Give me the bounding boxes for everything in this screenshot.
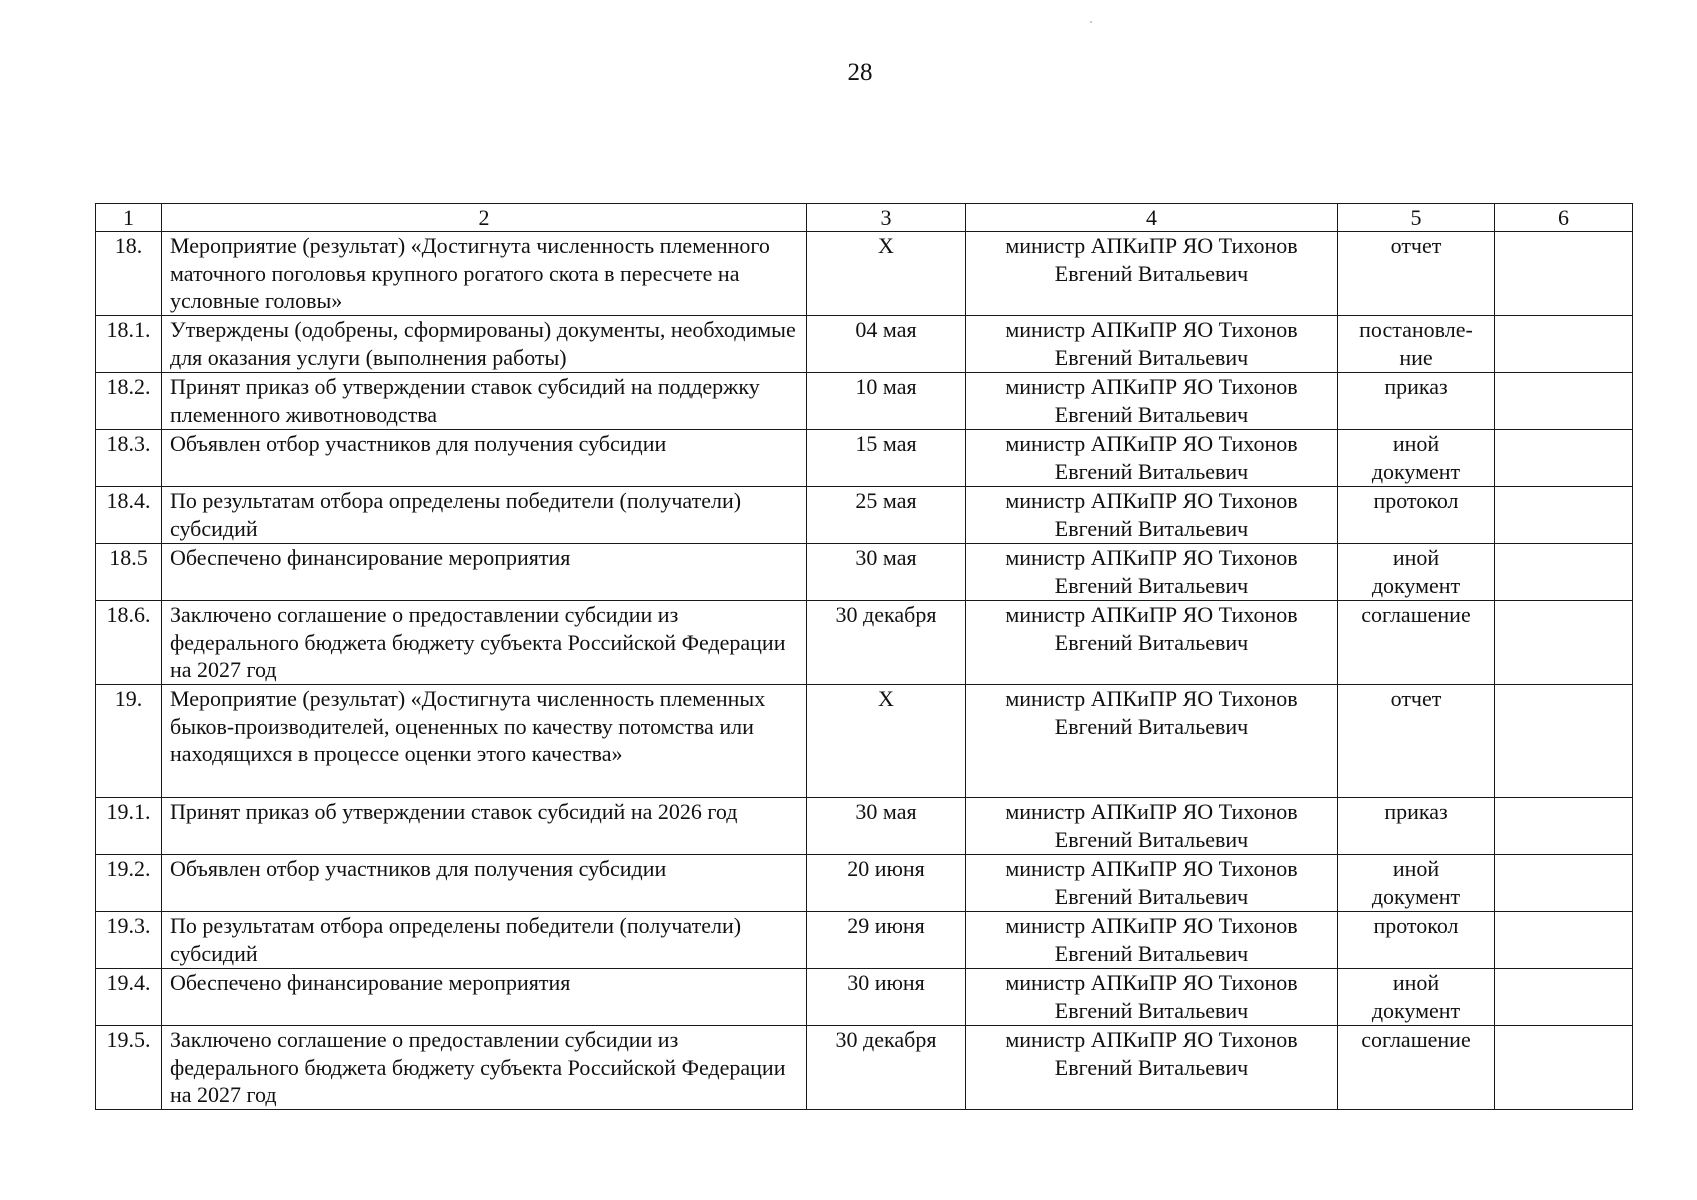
header-col-6: 6 (1495, 204, 1633, 232)
row-document-type: иной документ (1338, 855, 1495, 912)
row-note (1495, 430, 1633, 487)
row-description: Принят приказ об утверждении ставок субсидий на поддержку племенного животноводства (162, 373, 807, 430)
row-responsible: министр АПКиПР ЯО Тихонов Евгений Витальевич (966, 912, 1338, 969)
row-number: 18.4. (96, 487, 162, 544)
row-document-type: протокол (1338, 487, 1495, 544)
row-date: 30 декабря (807, 601, 966, 685)
table-row (96, 685, 1633, 798)
header-row (96, 204, 1633, 232)
row-number: 19.4. (96, 969, 162, 1026)
row-description: По результатам отбора определены победители (получатели) субсидий (162, 487, 807, 544)
row-document-type: приказ (1338, 798, 1495, 855)
row-date: 04 мая (807, 316, 966, 373)
row-date: X (807, 232, 966, 316)
row-note (1495, 487, 1633, 544)
row-note (1495, 373, 1633, 430)
row-number: 18.1. (96, 316, 162, 373)
row-number: 19. (96, 685, 162, 798)
table-row (96, 912, 1633, 969)
header-col-5: 5 (1338, 204, 1495, 232)
row-responsible: министр АПКиПР ЯО Тихонов Евгений Витальевич (966, 855, 1338, 912)
table-row (96, 1026, 1633, 1110)
table-header (96, 204, 1633, 232)
row-number: 19.2. (96, 855, 162, 912)
row-responsible: министр АПКиПР ЯО Тихонов Евгений Витальевич (966, 601, 1338, 685)
header-col-4: 4 (966, 204, 1338, 232)
header-col-3: 3 (807, 204, 966, 232)
row-note (1495, 1026, 1633, 1110)
row-number: 18.5 (96, 544, 162, 601)
scan-speck (1090, 21, 1092, 23)
row-document-type: иной документ (1338, 430, 1495, 487)
plan-table (95, 203, 1633, 1110)
row-document-type: постановле-ние (1338, 316, 1495, 373)
row-responsible: министр АПКиПР ЯО Тихонов Евгений Витальевич (966, 544, 1338, 601)
row-note (1495, 685, 1633, 798)
row-note (1495, 912, 1633, 969)
table-row (96, 855, 1633, 912)
row-description: Объявлен отбор участников для получения субсидии (162, 430, 807, 487)
table-row (96, 544, 1633, 601)
row-number: 19.3. (96, 912, 162, 969)
row-number: 18. (96, 232, 162, 316)
row-document-type: отчет (1338, 232, 1495, 316)
row-document-type: отчет (1338, 685, 1495, 798)
row-description: По результатам отбора определены победители (получатели) субсидий (162, 912, 807, 969)
table-row (96, 430, 1633, 487)
row-description: Обеспечено финансирование мероприятия (162, 544, 807, 601)
row-description: Принят приказ об утверждении ставок субсидий на 2026 год (162, 798, 807, 855)
row-note (1495, 316, 1633, 373)
header-col-1: 1 (96, 204, 162, 232)
row-date: 30 июня (807, 969, 966, 1026)
row-description: Утверждены (одобрены, сформированы) документы, необходимые для оказания услуги (выполнения работы) (162, 316, 807, 373)
row-description: Объявлен отбор участников для получения субсидии (162, 855, 807, 912)
row-date: 30 декабря (807, 1026, 966, 1110)
row-note (1495, 798, 1633, 855)
row-responsible: министр АПКиПР ЯО Тихонов Евгений Витальевич (966, 430, 1338, 487)
row-date: 15 мая (807, 430, 966, 487)
row-note (1495, 601, 1633, 685)
row-note (1495, 544, 1633, 601)
row-responsible: министр АПКиПР ЯО Тихонов Евгений Витальевич (966, 232, 1338, 316)
row-number: 18.6. (96, 601, 162, 685)
row-number: 19.1. (96, 798, 162, 855)
row-description: Заключено соглашение о предоставлении субсидии из федерального бюджета бюджету субъекта Российской Федерации на 2027 год (162, 1026, 807, 1110)
row-date: 10 мая (807, 373, 966, 430)
row-number: 19.5. (96, 1026, 162, 1110)
table-row (96, 601, 1633, 685)
table-row (96, 316, 1633, 373)
table-row (96, 487, 1633, 544)
table-row (96, 373, 1633, 430)
row-responsible: министр АПКиПР ЯО Тихонов Евгений Витальевич (966, 1026, 1338, 1110)
row-date: 30 мая (807, 544, 966, 601)
row-description: Мероприятие (результат) «Достигнута численность племенного маточного поголовья крупного рогатого скота в пересчете на условные головы» (162, 232, 807, 316)
row-number: 18.2. (96, 373, 162, 430)
row-note (1495, 969, 1633, 1026)
row-date: 30 мая (807, 798, 966, 855)
row-responsible: министр АПКиПР ЯО Тихонов Евгений Витальевич (966, 316, 1338, 373)
row-description: Заключено соглашение о предоставлении субсидии из федерального бюджета бюджету субъекта Российской Федерации на 2027 год (162, 601, 807, 685)
row-note (1495, 232, 1633, 316)
row-date: X (807, 685, 966, 798)
row-number: 18.3. (96, 430, 162, 487)
row-date: 29 июня (807, 912, 966, 969)
table-row (96, 798, 1633, 855)
row-document-type: соглашение (1338, 601, 1495, 685)
row-description: Мероприятие (результат) «Достигнута численность племенных быков-производителей, оцененных по качеству потомства или находящихся в процессе оценки этого качества» (162, 685, 807, 798)
row-document-type: протокол (1338, 912, 1495, 969)
row-description: Обеспечено финансирование мероприятия (162, 969, 807, 1026)
row-responsible: министр АПКиПР ЯО Тихонов Евгений Витальевич (966, 969, 1338, 1026)
row-document-type: приказ (1338, 373, 1495, 430)
row-responsible: министр АПКиПР ЯО Тихонов Евгений Витальевич (966, 487, 1338, 544)
row-responsible: министр АПКиПР ЯО Тихонов Евгений Витальевич (966, 685, 1338, 798)
header-col-2: 2 (162, 204, 807, 232)
page-number: 28 (847, 59, 873, 86)
row-document-type: иной документ (1338, 969, 1495, 1026)
row-date: 25 мая (807, 487, 966, 544)
row-date: 20 июня (807, 855, 966, 912)
row-responsible: министр АПКиПР ЯО Тихонов Евгений Витальевич (966, 798, 1338, 855)
row-responsible: министр АПКиПР ЯО Тихонов Евгений Витальевич (966, 373, 1338, 430)
row-note (1495, 855, 1633, 912)
table-body (96, 232, 1633, 1110)
table-row (96, 969, 1633, 1026)
table-row (96, 232, 1633, 316)
row-document-type: иной документ (1338, 544, 1495, 601)
row-document-type: соглашение (1338, 1026, 1495, 1110)
